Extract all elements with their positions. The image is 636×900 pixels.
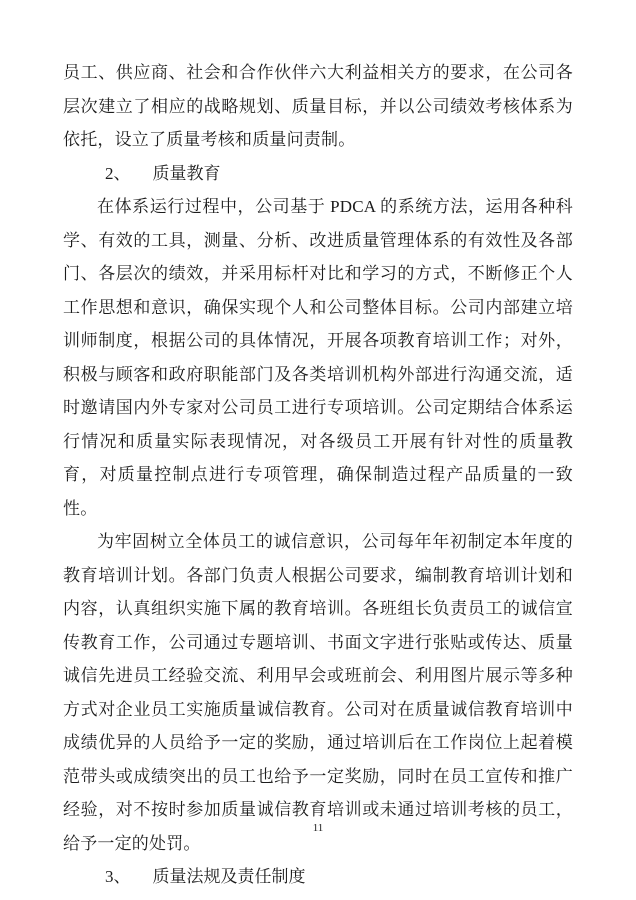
paragraph-integrity-education: 为牢固树立全体员工的诚信意识，公司每年年初制定本年度的教育培训计划。各部门负责人根据公司要求，编制教育培训计划和内容，认真组织实施下属的教育培训。各班组长负责员工的诚信宣传教育工作，公司通过专题培训、书面文字进行张贴或传达、质量诚信先进员工经验交流、利用早会或班前会、利用图片展示等多种方式对企业员工实施质量诚信教育。公司对在质量诚信教育培训中成绩优异的人员给予一定的奖励，通过培训后在工作岗位上起着模范带头或成绩突出的员工也给予一定奖励，同时在员工宣传和推广经验，对不按时参加质量诚信教育培训或未通过培训考核的员工，给予一定的处罚。 bbox=[63, 532, 573, 853]
heading-title: 质量教育 bbox=[152, 163, 221, 183]
heading-number: 3、 bbox=[105, 867, 131, 886]
page-number: 11 bbox=[312, 822, 324, 834]
paragraph-pdca-training: 在体系运行过程中，公司基于 PDCA 的系统方法，运用各种科学、有效的工具，测量、分析、改进质量管理体系的有效性及各部门、各层次的绩效，并采用标杆对比和学习的方式，不断修正个人工作思想和意识，确保实现个人和公司整体目标。公司内部建立培训师制度，根据公司的具体情况，开展各项教育培训工作；对外，积极与顾客和政府职能部门及各类培训机构外部进行沟通交流，适时邀请国内外专家对公司员工进行专项培训。公司定期结合体系运行情况和质量实际表现情况，对各级员工开展有针对性的质量教育，对质量控制点进行专项管理，确保制造过程产品质量的一致性。 bbox=[63, 197, 573, 518]
paragraph-stakeholder-requirements: 员工、供应商、社会和合作伙伴六大利益相关方的要求，在公司各层次建立了相应的战略规划、质量目标，并以公司绩效考核体系为依托，设立了质量考核和质量问责制。 bbox=[63, 63, 573, 149]
heading-quality-education bbox=[63, 157, 573, 191]
heading-number: 2、 bbox=[105, 163, 131, 183]
heading-title: 质量法规及责任制度 bbox=[152, 867, 306, 886]
heading-quality-regulations bbox=[63, 860, 573, 894]
